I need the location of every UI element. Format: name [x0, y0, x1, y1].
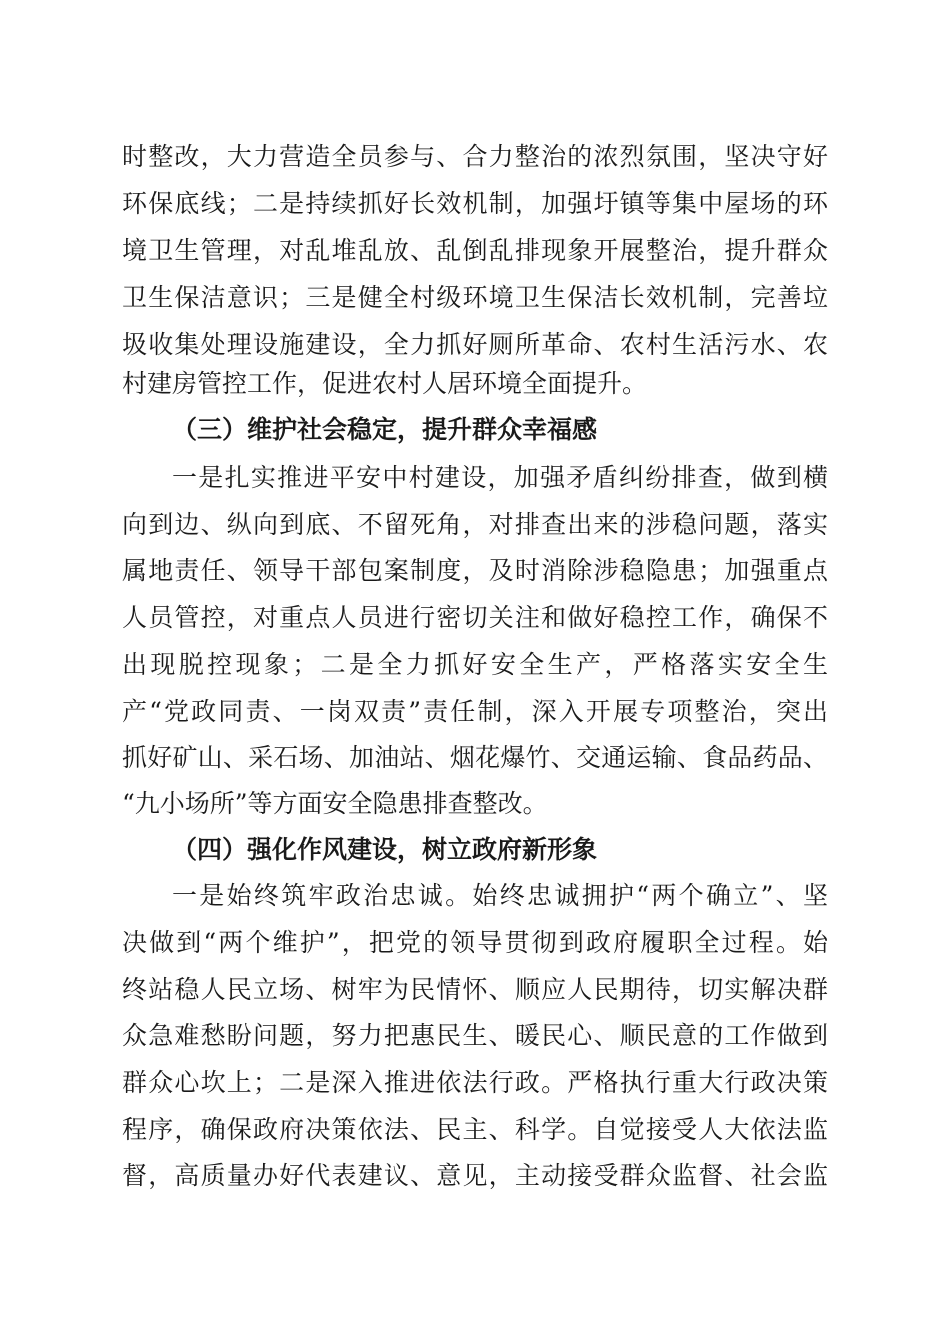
body-text-line: 属地责任、领导干部包案制度，及时消除涉稳隐患；加强重点	[122, 556, 828, 585]
body-text-line: 众急难愁盼问题，努力把惠民生、暖民心、顺民意的工作做到	[122, 1021, 828, 1050]
body-text-line: 环保底线；二是持续抓好长效机制，加强圩镇等集中屋场的环	[122, 189, 828, 218]
body-text-line: 一是扎实推进平安中村建设，加强矛盾纠纷排查，做到横	[172, 463, 828, 492]
body-text-line: 督，高质量办好代表建议、意见，主动接受群众监督、社会监	[122, 1161, 828, 1190]
body-text-line: 向到边、纵向到底、不留死角，对排查出来的涉稳问题，落实	[122, 510, 828, 539]
body-text-line: 一是始终筑牢政治忠诚。始终忠诚拥护“两个确立”、坚	[172, 881, 828, 910]
section-heading-4: （四）强化作风建设，树立政府新形象	[172, 835, 598, 864]
body-text-line: 出现脱控现象；二是全力抓好安全生产，严格落实安全生	[122, 650, 828, 679]
body-text-line: 时整改，大力营造全员参与、合力整治的浓烈氛围，坚决守好	[122, 142, 828, 171]
body-text-line: 群众心坎上；二是深入推进依法行政。严格执行重大行政决策	[122, 1068, 828, 1097]
body-text-line: 终站稳人民立场、树牢为民情怀、顺应人民期待，切实解决群	[122, 975, 828, 1004]
body-text-line: 程序，确保政府决策依法、民主、科学。自觉接受人大依法监	[122, 1115, 828, 1144]
section-heading-3: （三）维护社会稳定，提升群众幸福感	[172, 415, 598, 444]
body-text-line: 卫生保洁意识；三是健全村级环境卫生保洁长效机制，完善垃	[122, 283, 828, 312]
body-text-line: 境卫生管理，对乱堆乱放、乱倒乱排现象开展整治，提升群众	[122, 236, 828, 265]
body-text-line: 圾收集处理设施建设，全力抓好厕所革命、农村生活污水、农	[122, 330, 828, 359]
body-text-line: 抓好矿山、采石场、加油站、烟花爆竹、交通运输、食品药品、	[122, 743, 828, 772]
body-text-line: “九小场所”等方面安全隐患排查整改。	[122, 789, 548, 818]
body-text-line: 决做到“两个维护”，把党的领导贯彻到政府履职全过程。始	[122, 928, 828, 957]
body-text-line: 产“党政同责、一岗双责”责任制，深入开展专项整治，突出	[122, 697, 828, 726]
body-text-line: 人员管控，对重点人员进行密切关注和做好稳控工作，确保不	[122, 603, 828, 632]
body-text-line: 村建房管控工作，促进农村人居环境全面提升。	[122, 369, 648, 398]
